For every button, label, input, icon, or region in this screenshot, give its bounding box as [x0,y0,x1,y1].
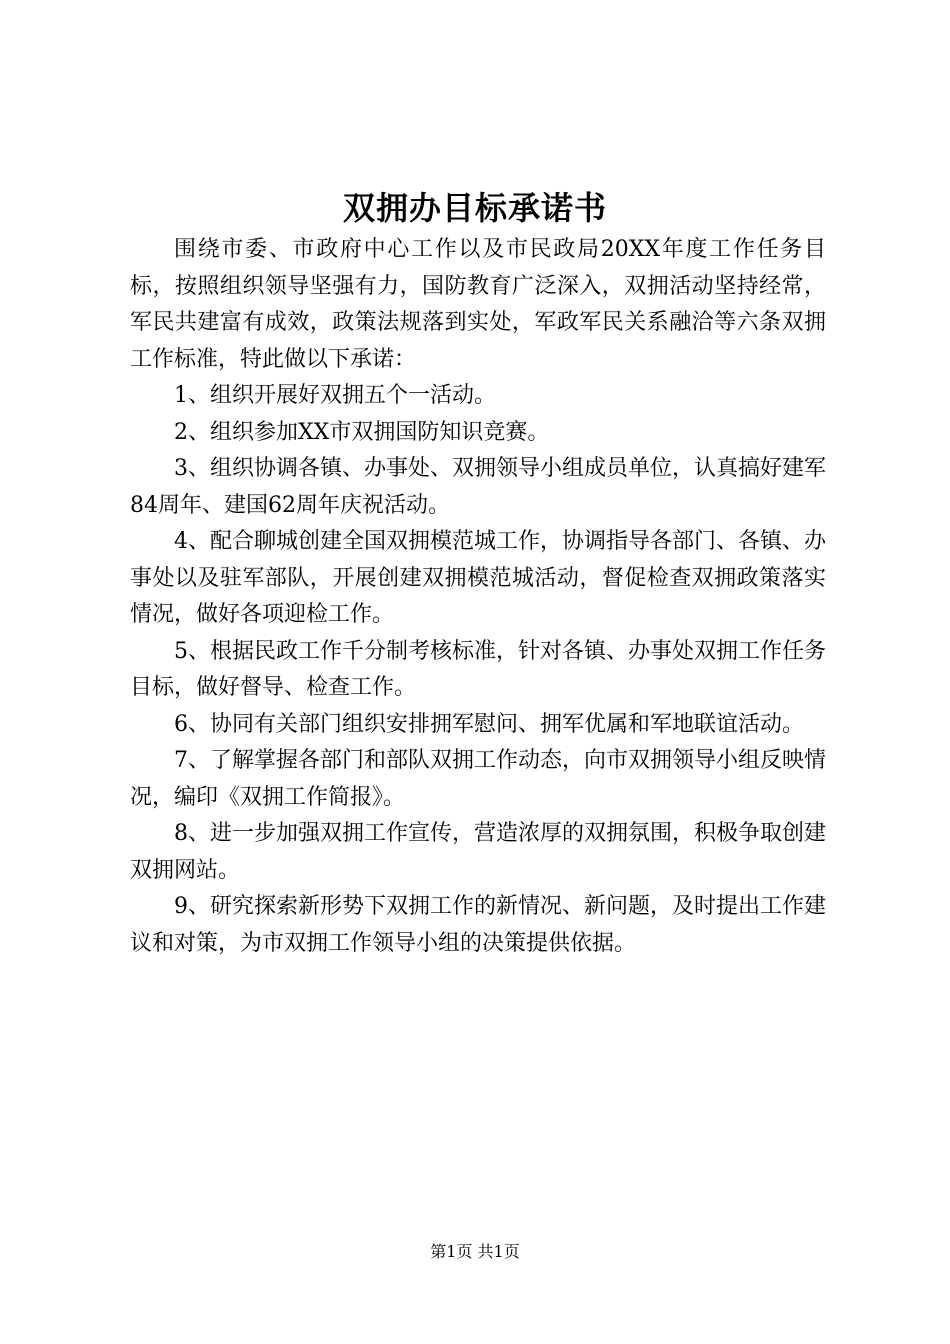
paragraph-item-7: 7、了解掌握各部门和部队双拥工作动态，向市双拥领导小组反映情况，编印《双拥工作简报》。 [130,748,826,810]
paragraph-intro: 围绕市委、市政府中心工作以及市民政局20XX年度工作任务目标，按照组织领导坚强有力，国防教育广泛深入，双拥活动坚持经常，军民共建富有成效，政策法规落到实处，军政军民关系融洽等六条双拥工作标准，特此做以下承诺： [130,237,826,372]
page-footer: 第1页 共1页 [430,1242,520,1261]
paragraph-item-4: 4、配合聊城创建全国双拥模范城工作，协调指导各部门、各镇、办事处以及驻军部队，开展创建双拥模范城活动，督促检查双拥政策落实情况，做好各项迎检工作。 [130,529,826,627]
document-body [130,232,826,962]
paragraph-item-6: 6、协同有关部门组织安排拥军慰问、拥军优属和军地联谊活动。 [174,711,804,737]
paragraph-item-8: 8、进一步加强双拥工作宣传，营造浓厚的双拥氛围，积极争取创建双拥网站。 [130,821,826,883]
paragraph-item-2: 2、组织参加XX市双拥国防知识竞赛。 [174,419,550,445]
paragraph-item-3: 3、组织协调各镇、办事处、双拥领导小组成员单位，认真搞好建军84周年、建国62周年庆祝活动。 [130,456,826,518]
paragraph-item-9: 9、研究探索新形势下双拥工作的新情况、新问题，及时提出工作建议和对策，为市双拥工作领导小组的决策提供依据。 [130,894,826,956]
document-title: 双拥办目标承诺书 [342,189,607,227]
paragraph-item-5: 5、根据民政工作千分制考核标准，针对各镇、办事处双拥工作任务目标，做好督导、检查工作。 [130,638,826,700]
paragraph-item-1: 1、组织开展好双拥五个一活动。 [174,383,496,408]
